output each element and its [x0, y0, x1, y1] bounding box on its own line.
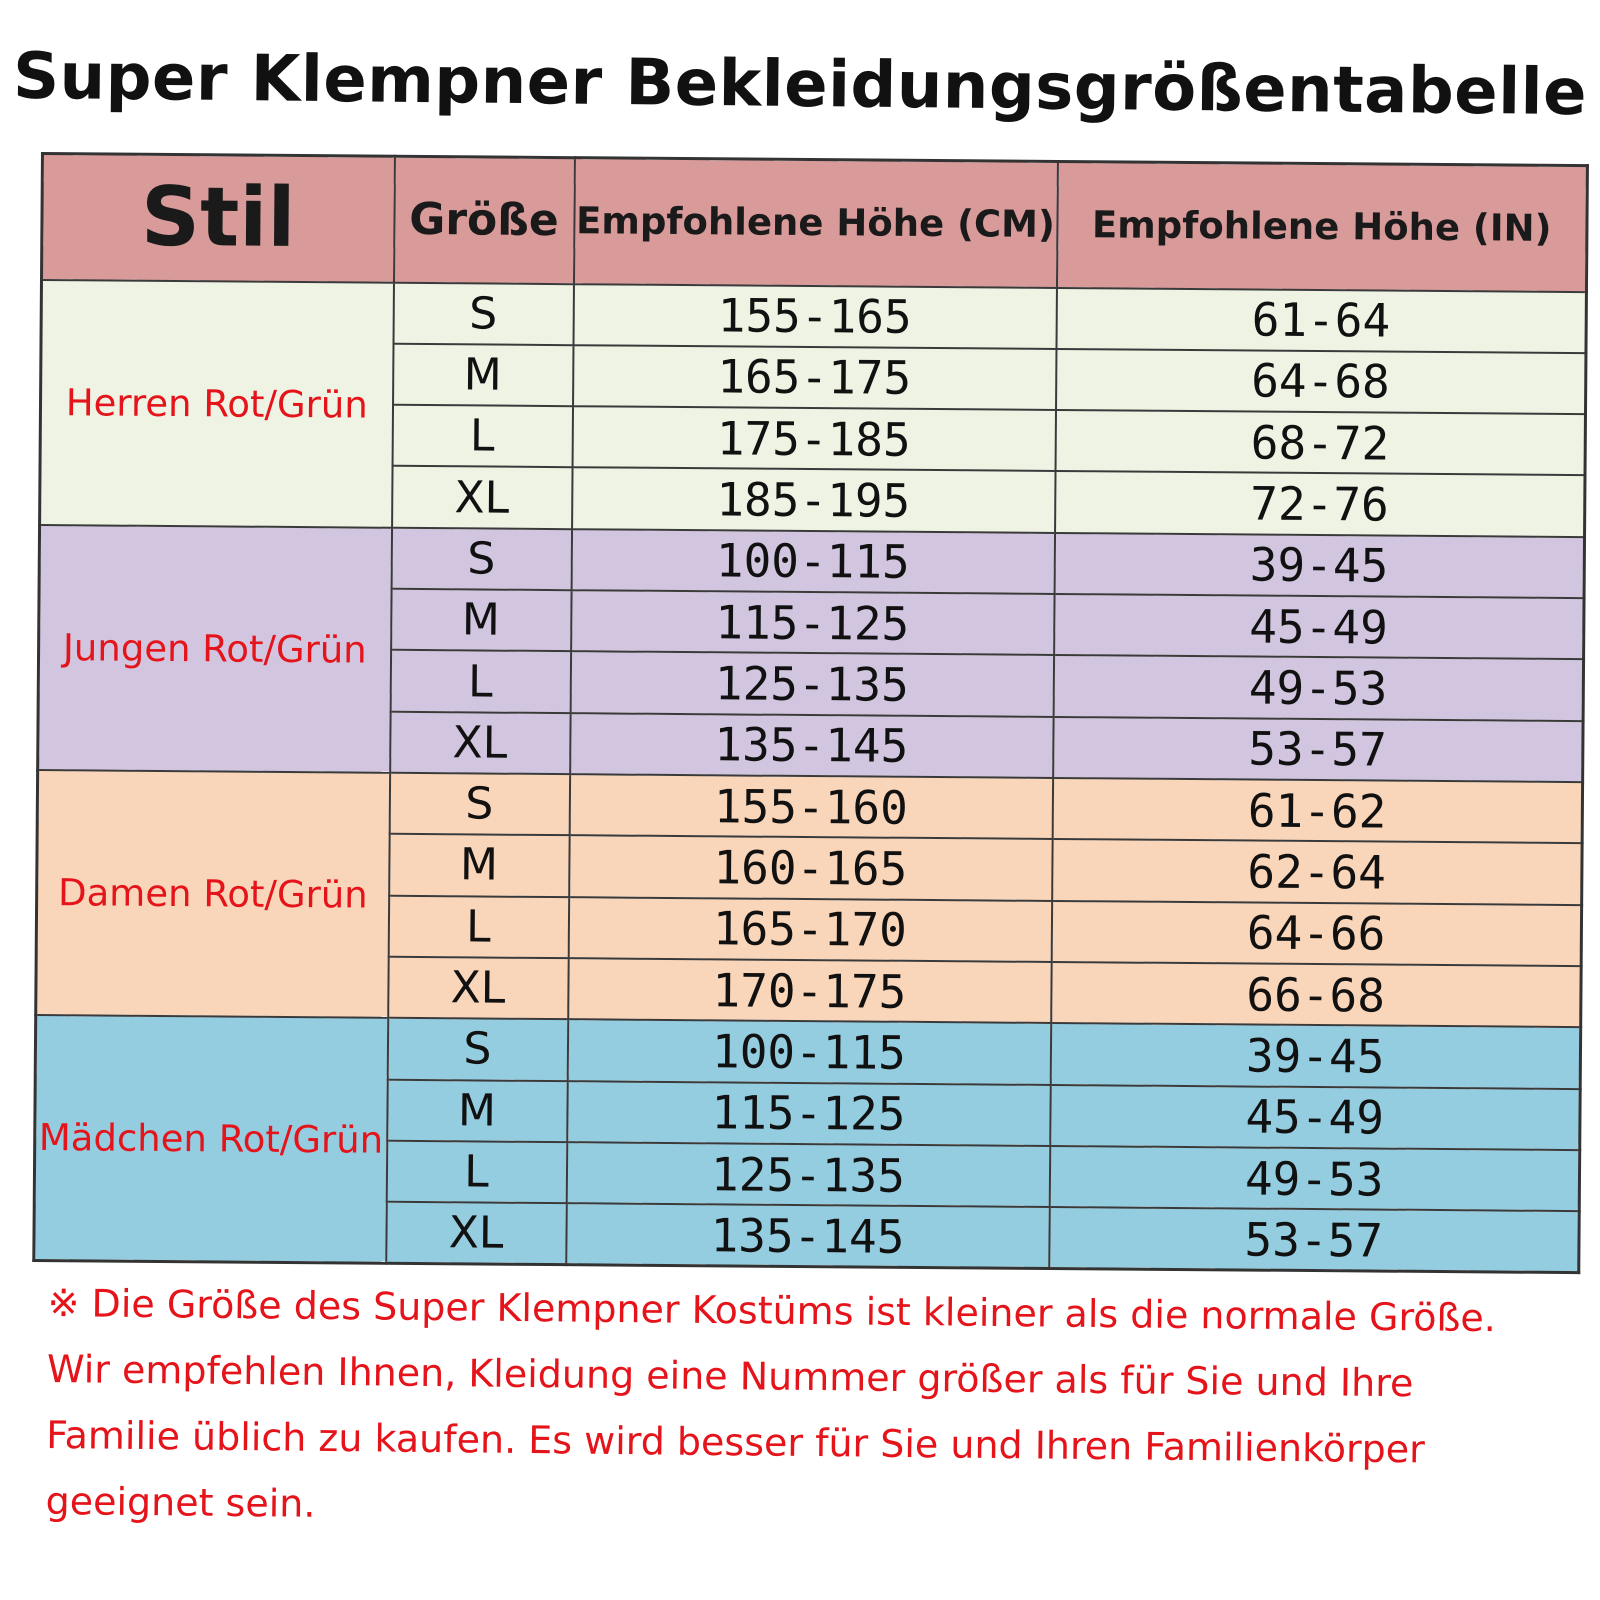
height-in-cell: 45-49: [1050, 1085, 1580, 1150]
height-cm-cell: 175-185: [572, 406, 1055, 471]
height-cm-cell: 125-135: [570, 652, 1053, 717]
size-cell: XL: [388, 957, 568, 1020]
height-in-cell: 61-64: [1056, 287, 1586, 352]
style-cell: Damen Rot/Grün: [36, 770, 390, 1018]
height-in-cell: 61-62: [1052, 778, 1582, 843]
height-cm-cell: 135-145: [566, 1203, 1049, 1268]
height-cm-cell: 100-115: [567, 1019, 1050, 1084]
size-cell: L: [390, 650, 570, 713]
height-in-cell: 62-64: [1052, 839, 1582, 904]
table-body: [34, 280, 1587, 1273]
page-title: Super Klempner Bekleidungsgrößentabelle: [12, 39, 1588, 131]
height-cm-cell: 115-125: [571, 590, 1054, 655]
height-in-cell: 49-53: [1053, 655, 1583, 720]
size-table-wrapper: [32, 152, 1586, 1274]
size-cell: L: [386, 1141, 566, 1204]
height-cm-cell: 135-145: [570, 713, 1053, 778]
size-cell: M: [389, 834, 569, 897]
header-size: Größe: [393, 156, 574, 283]
table-row: [41, 280, 1586, 353]
height-cm-cell: 170-175: [568, 958, 1051, 1023]
size-cell: S: [391, 528, 571, 591]
height-in-cell: 49-53: [1049, 1146, 1579, 1211]
size-cell: S: [393, 282, 573, 345]
height-in-cell: 53-57: [1053, 717, 1583, 782]
style-cell: Herren Rot/Grün: [40, 280, 394, 528]
style-cell: Jungen Rot/Grün: [38, 525, 392, 773]
height-cm-cell: 165-175: [573, 345, 1056, 410]
size-cell: XL: [390, 711, 570, 774]
height-cm-cell: 185-195: [572, 468, 1055, 533]
style-cell: Mädchen Rot/Grün: [34, 1015, 388, 1263]
height-in-cell: 39-45: [1054, 533, 1584, 598]
size-cell: M: [391, 589, 571, 652]
table-row: [37, 770, 1582, 843]
height-in-cell: 64-68: [1056, 349, 1586, 414]
height-cm-cell: 155-165: [573, 284, 1056, 349]
height-cm-cell: 115-125: [567, 1081, 1050, 1146]
height-cm-cell: 160-165: [569, 835, 1052, 900]
size-cell: XL: [386, 1202, 566, 1265]
size-table: [32, 152, 1589, 1274]
height-in-cell: 45-49: [1054, 594, 1584, 659]
table-row: [39, 525, 1584, 598]
size-cell: S: [389, 773, 569, 836]
height-in-cell: 64-66: [1051, 901, 1581, 966]
header-style: Stil: [41, 154, 394, 283]
height-in-cell: 39-45: [1050, 1023, 1580, 1088]
height-in-cell: 66-68: [1051, 962, 1581, 1027]
size-note: ※ Die Größe des Super Klempner Kostüms ist kleiner als die normale Größe. Wir empfehlen Ihnen, Kleidung eine Nummer größer als für Sie und Ihre Familie üblich zu kaufen. Es wird besser für Sie und Ihren Familienkörper geeignet sein.: [45, 1280, 1497, 1526]
header-height-in: Empfohlene Höhe (IN): [1056, 161, 1587, 291]
size-cell: L: [388, 895, 568, 958]
height-in-cell: 53-57: [1049, 1207, 1579, 1272]
height-cm-cell: 125-135: [566, 1142, 1049, 1207]
height-cm-cell: 155-160: [569, 774, 1052, 839]
height-cm-cell: 165-170: [568, 897, 1051, 962]
header-height-cm: Empfohlene Höhe (CM): [573, 158, 1057, 288]
height-in-cell: 68-72: [1055, 410, 1585, 475]
size-cell: M: [393, 344, 573, 407]
size-cell: M: [387, 1079, 567, 1142]
size-cell: L: [392, 405, 572, 468]
height-cm-cell: 100-115: [571, 529, 1054, 594]
size-cell: S: [387, 1018, 567, 1081]
size-cell: XL: [392, 466, 572, 529]
table-header-row: [41, 154, 1587, 292]
height-in-cell: 72-76: [1055, 471, 1585, 536]
table-row: [35, 1015, 1580, 1088]
